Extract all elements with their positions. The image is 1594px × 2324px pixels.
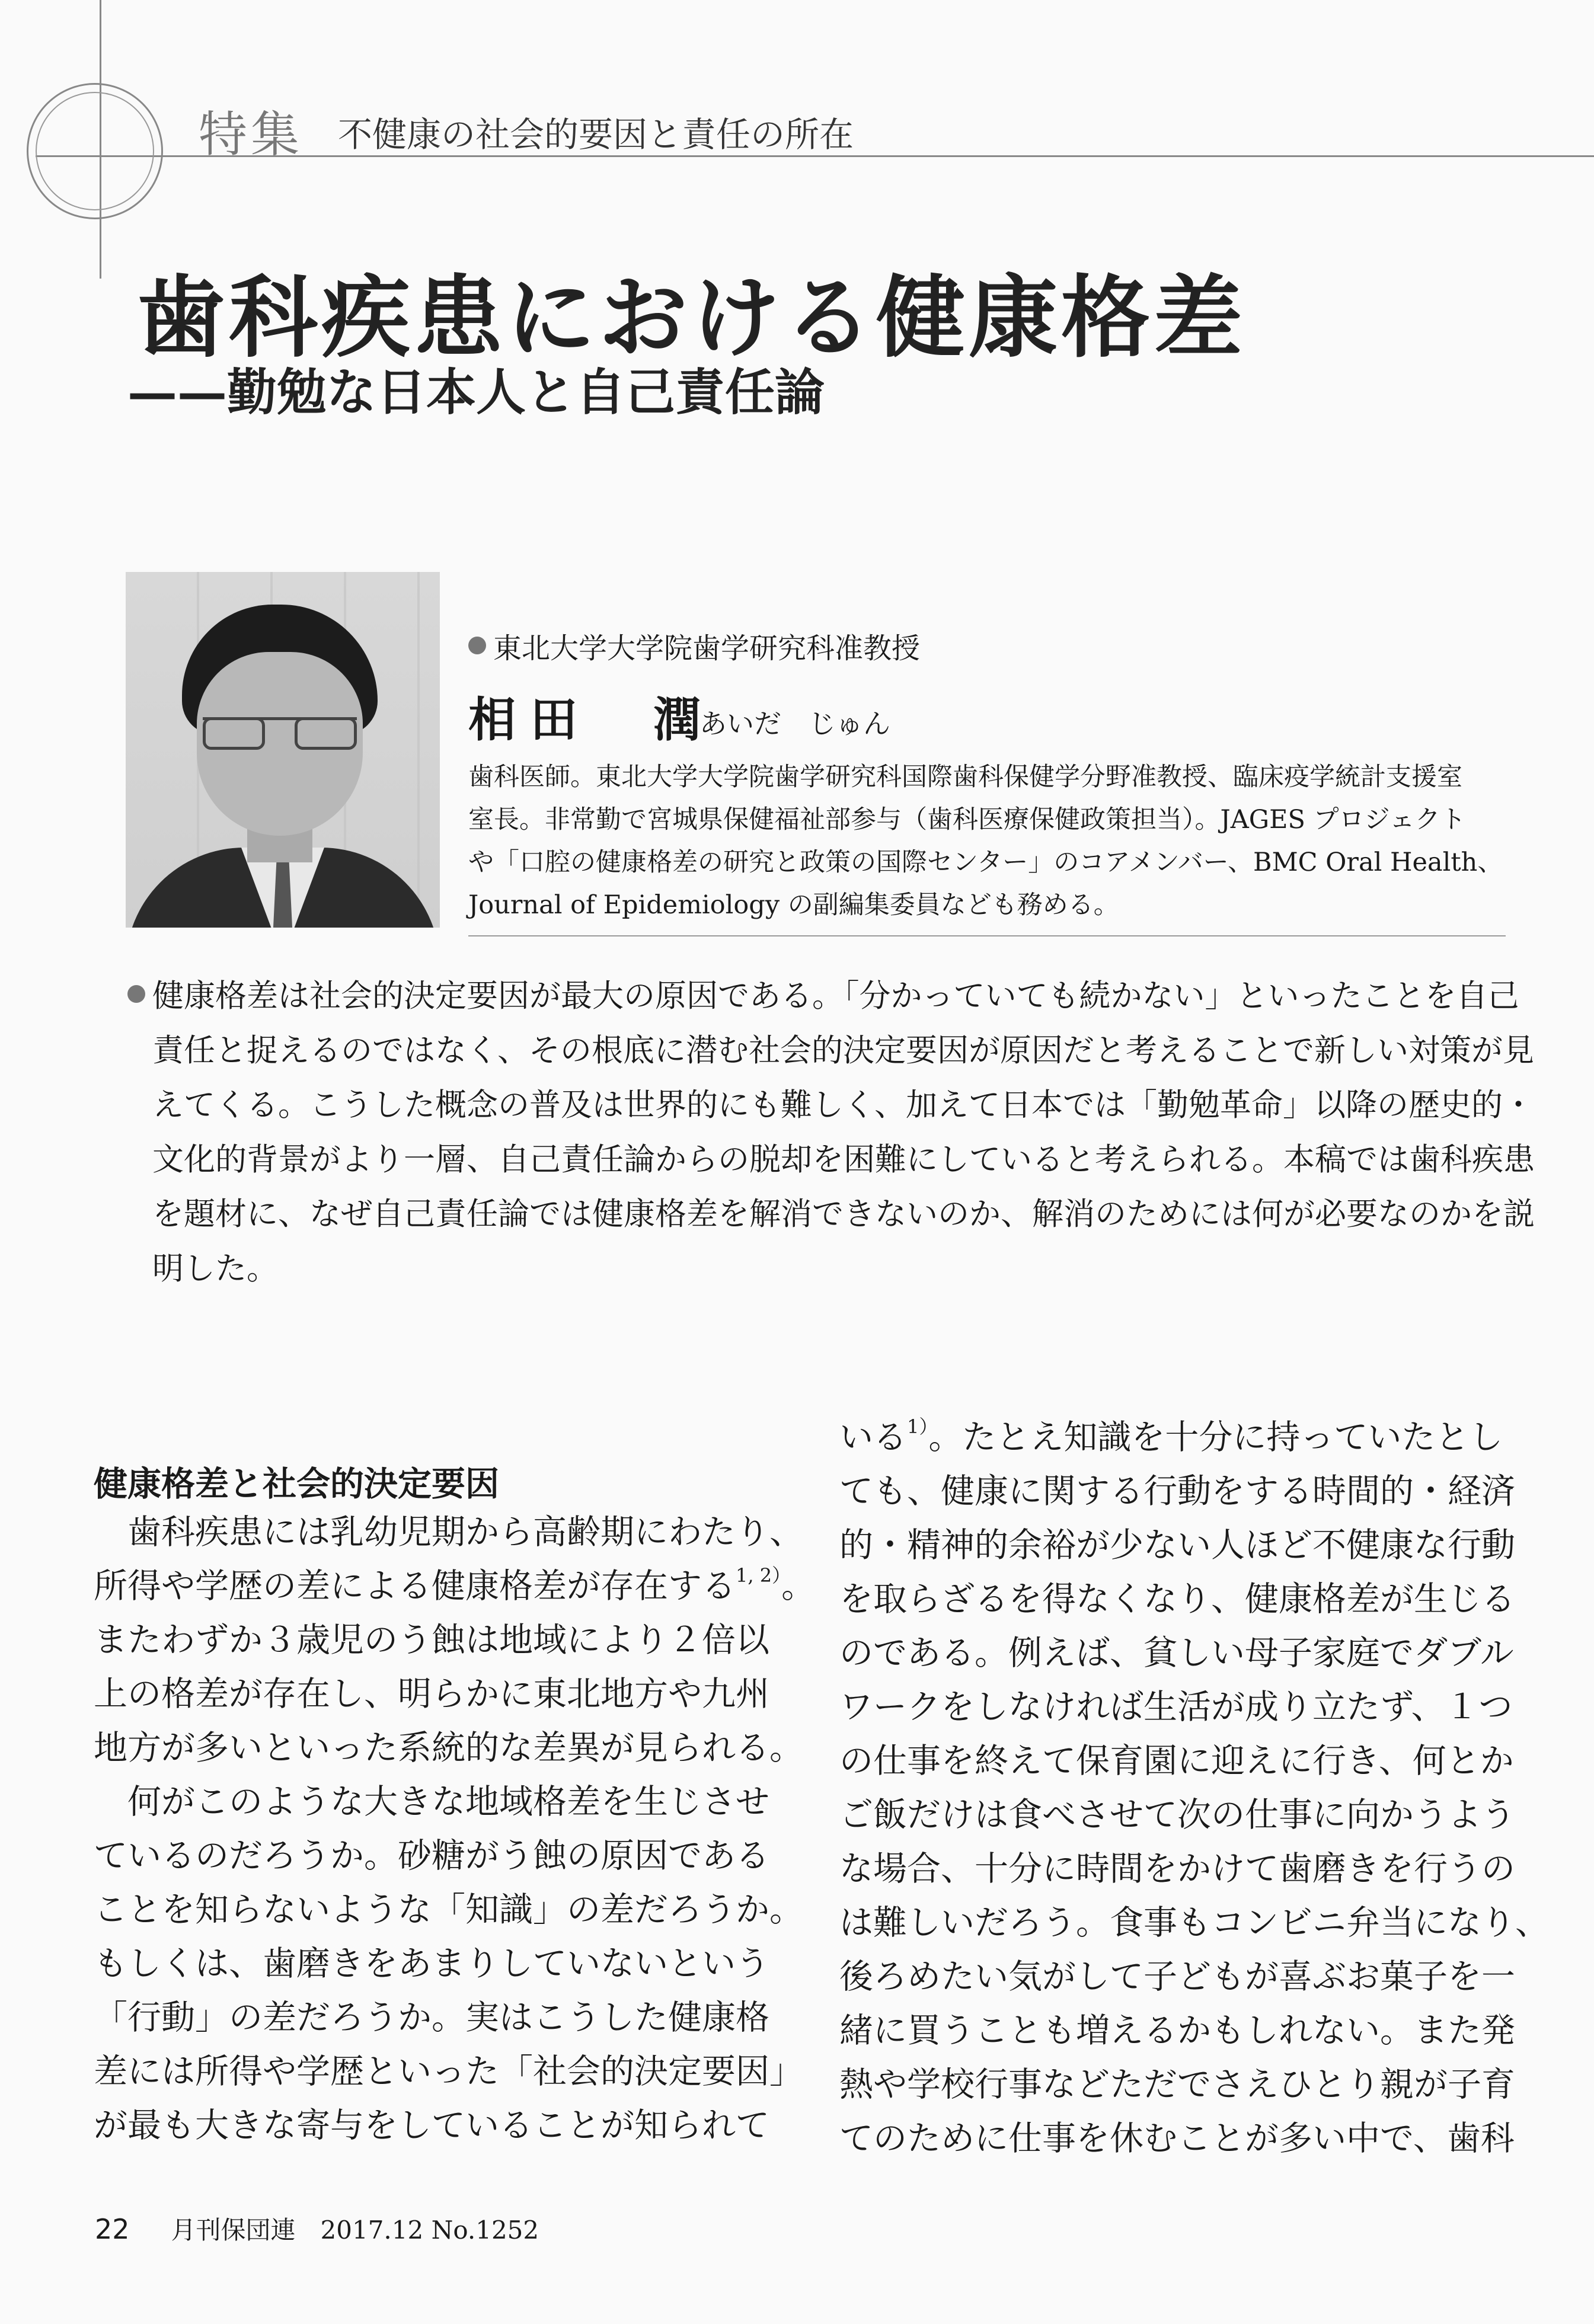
body-line: 上の格差が存在し、明らかに東北地方や九州 bbox=[94, 1674, 769, 1714]
body-line: 熱や学校行事などただでさえひとり親が子育 bbox=[839, 2065, 1515, 2104]
abstract-line bbox=[127, 969, 1519, 1024]
body-line: ことを知らないような「知識」の差だろうか。 bbox=[94, 1890, 803, 1929]
body-line: またわずか３歳児のう蝕は地域により２倍以 bbox=[94, 1620, 769, 1660]
body-line: 緒に買うことも増えるかもしれない。また発 bbox=[839, 2011, 1515, 2050]
body-line: ご飯だけは食べさせて次の仕事に向かうよう bbox=[839, 1795, 1515, 1834]
bio-line: Journal of Epidemiology の副編集委員なども務める。 bbox=[468, 890, 1119, 920]
feature-circle-ornament bbox=[27, 83, 163, 219]
body-line: 何がこのような大きな地域格差を生じさせ bbox=[94, 1782, 769, 1821]
body-text: いる bbox=[839, 1418, 907, 1457]
citation-ref: 1） bbox=[907, 1415, 929, 1438]
feature-label: 特集 bbox=[199, 107, 304, 163]
body-line: は難しいだろう。食事もコンビニ弁当になり、 bbox=[839, 1903, 1549, 1942]
body-line: ても、健康に関する行動をする時間的・経済 bbox=[839, 1472, 1515, 1511]
body-line bbox=[839, 1411, 1503, 1465]
body-line: 地方が多いといった系統的な差異が見られる。 bbox=[94, 1728, 803, 1767]
bio-line: 歯科医師。東北大学大学院歯学研究科国際歯科保健学分野准教授、臨床疫学統計支援室 bbox=[468, 762, 1462, 792]
author-name-reading: あいだ じゅん bbox=[699, 708, 890, 740]
bio-divider bbox=[468, 935, 1506, 936]
body-line: てのために仕事を休むことが多い中で、歯科 bbox=[839, 2119, 1515, 2158]
bio-line: 室長。非常勤で宮城県保健福祉部参与（歯科医療保健政策担当）。JAGES プロジェクト bbox=[468, 805, 1466, 835]
body-line: な場合、十分に時間をかけて歯磨きを行うの bbox=[839, 1849, 1515, 1888]
body-column-right bbox=[839, 1411, 1549, 2166]
author-bio bbox=[468, 756, 1503, 926]
author-name: 相田 潤 bbox=[468, 692, 715, 747]
body-line: 的・精神的余裕が少ない人ほど不健康な行動 bbox=[839, 1526, 1515, 1565]
abstract-line: 文化的背景がより一層、自己責任論からの脱却を困難にしていると考えられる。本稿では歯科疾患 bbox=[152, 1142, 1535, 1178]
abstract-line: を題材に、なぜ自己責任論では健康格差を解消できないのか、解消のためには何が必要なのかを説 bbox=[152, 1196, 1535, 1232]
author-affiliation bbox=[468, 625, 920, 666]
body-text: 。たとえ知識を十分に持っていたとし bbox=[928, 1418, 1503, 1457]
body-line: のである。例えば、貧しい母子家庭でダブル bbox=[839, 1633, 1514, 1673]
body-line: 後ろめたい気がして子どもが喜ぶお菓子を一 bbox=[839, 1957, 1515, 1996]
body-line: を取らざるを得なくなり、健康格差が生じる bbox=[839, 1580, 1515, 1619]
body-line: が最も大きな寄与をしていることが知られて bbox=[94, 2106, 769, 2145]
citation-ref: 1, 2） bbox=[736, 1564, 782, 1587]
bullet-icon bbox=[127, 985, 145, 1003]
abstract bbox=[127, 969, 1535, 1296]
body-column-left bbox=[94, 1505, 816, 2153]
publication-info: 月刊保団連 2017.12 No.1252 bbox=[171, 2216, 539, 2245]
author-photo bbox=[126, 572, 440, 928]
body-line: の仕事を終えて保育園に迎えに行き、何とか bbox=[839, 1741, 1514, 1780]
article-title: 歯科疾患における健康格差 bbox=[136, 266, 1247, 370]
author-affiliation-text: 東北大学大学院歯学研究科准教授 bbox=[493, 632, 921, 665]
page-number: 22 bbox=[95, 2213, 130, 2245]
body-text: 所得や学歴の差による健康格差が存在する bbox=[94, 1567, 736, 1606]
body-line bbox=[94, 1559, 816, 1613]
body-line: 差には所得や学歴といった「社会的決定要因」 bbox=[94, 2052, 803, 2091]
page-footer bbox=[95, 2211, 539, 2246]
bullet-icon bbox=[468, 637, 486, 654]
abstract-line-text: 健康格差は社会的決定要因が最大の原因である。「分かっていても続かない」といったことを自己 bbox=[152, 978, 1519, 1014]
body-line: 歯科疾患には乳幼児期から高齢期にわたり、 bbox=[94, 1513, 803, 1552]
body-text: 。 bbox=[781, 1567, 816, 1606]
abstract-line: 責任と捉えるのではなく、その根底に潜む社会的決定要因が原因だと考えることで新しい対策が見 bbox=[152, 1032, 1534, 1069]
bio-line: や「口腔の健康格差の研究と政策の国際センター」のコアメンバー、BMC Oral Health、 bbox=[468, 848, 1503, 877]
abstract-line: 明した。 bbox=[152, 1251, 278, 1287]
body-line: ワークをしなければ生活が成り立たず、１つ bbox=[839, 1687, 1513, 1727]
abstract-line: えてくる。こうした概念の普及は世界的にも難しく、加えて日本では「勤勉革命」以降の歴史的・ bbox=[152, 1087, 1534, 1123]
body-line: ているのだろうか。砂糖がう蝕の原因である bbox=[94, 1836, 769, 1875]
body-line: もしくは、歯磨きをあまりしていないという bbox=[94, 1944, 769, 1983]
feature-theme: 不健康の社会的要因と責任の所在 bbox=[338, 114, 854, 155]
section-heading: 健康格差と社会的決定要因 bbox=[94, 1465, 499, 1504]
body-line: 「行動」の差だろうか。実はこうした健康格 bbox=[94, 1998, 769, 2037]
article-subtitle: ——勤勉な日本人と自己責任論 bbox=[127, 363, 825, 421]
